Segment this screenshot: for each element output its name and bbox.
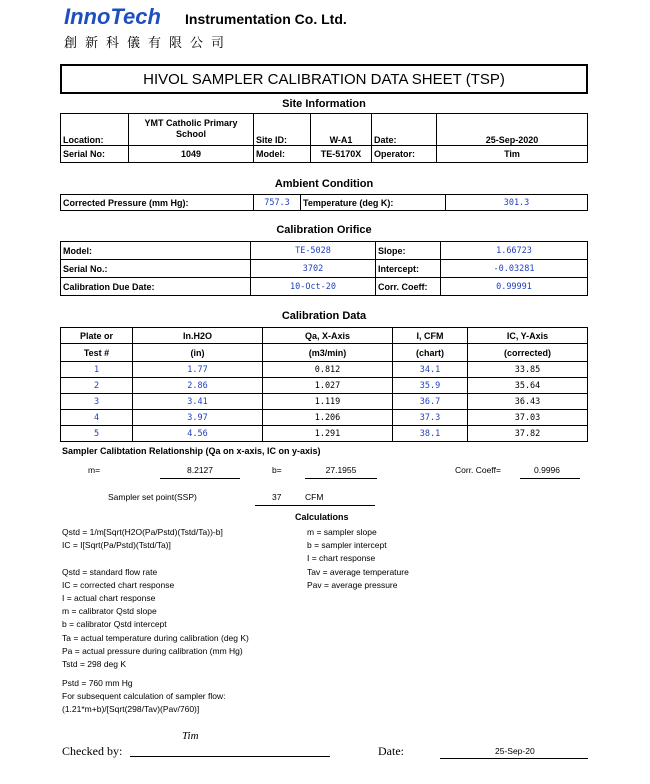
calibration-rows [61,362,588,442]
table-cell: 35.64 [468,378,588,394]
orifice-table [60,241,588,296]
table-row [61,426,588,442]
table-cell: 34.1 [393,362,468,378]
calc-line: b = sampler intercept [307,540,387,551]
table-cell: 1.291 [263,426,393,442]
serial-value: 1049 [129,145,254,162]
table-cell: 0.812 [263,362,393,378]
table-cell: 2 [61,378,133,394]
table-cell: 35.9 [393,378,468,394]
m-value: 8.2127 [187,465,213,475]
site-info-table [60,113,588,163]
orifice-model-label: Model: [61,242,251,260]
orifice-serial-value: 3702 [251,260,376,278]
col-subheader: (corrected) [468,344,588,362]
ssp-value: 37 [272,492,282,502]
corr-coeff-label: Corr. Coeff= [455,465,501,475]
col-header: I, CFM [393,328,468,344]
table-cell: 3.41 [133,394,263,410]
calculations-heading: Calculations [295,512,349,522]
calibration-data-table [60,327,588,442]
table-cell: 1.77 [133,362,263,378]
table-row [61,410,588,426]
table-cell: 2.86 [133,378,263,394]
temperature-value: 301.3 [446,195,588,211]
table-cell: 4.56 [133,426,263,442]
calc-line: Tstd = 298 deg K [62,659,127,670]
intercept-label: Intercept: [376,260,441,278]
pressure-value: 757.3 [254,195,301,211]
b-value: 27.1955 [325,465,357,475]
calc-line: IC = I[Sqrt(Pa/Pstd)(Tstd/Ta)] [62,540,171,551]
table-cell: 1.206 [263,410,393,426]
table-cell: 37.82 [468,426,588,442]
site-info-heading: Site Information [282,98,366,110]
temperature-label: Temperature (deg K): [301,195,446,211]
table-cell: 5 [61,426,133,442]
intercept-value: -0.03281 [441,260,588,278]
site-id-value: W-A1 [311,114,372,146]
checked-by-label: Checked by: [62,744,123,758]
calc-line: For subsequent calculation of sampler flow: [62,691,226,702]
model-label: Model: [254,145,311,162]
b-underline [305,478,377,479]
m-underline [160,478,240,479]
signature-line [130,756,330,757]
calc-line: Tav = average temperature [307,566,409,577]
col-subheader: (in) [133,344,263,362]
footer-date-value: 25-Sep-20 [495,746,535,756]
table-cell: 33.85 [468,362,588,378]
sheet-title: HIVOL SAMPLER CALIBRATION DATA SHEET (TSP) [60,64,588,94]
table-row [61,394,588,410]
col-subheader: (m3/min) [263,344,393,362]
serial-label: Serial No: [61,145,129,162]
coeff-label: Corr. Coeff: [376,278,441,296]
model-value: TE-5170X [311,145,372,162]
col-header: IC, Y-Axis [468,328,588,344]
b-label: b= [272,465,282,475]
calc-line: Qstd = standard flow rate [62,566,158,577]
table-cell: 37.03 [468,410,588,426]
ambient-heading: Ambient Condition [274,178,374,190]
table-cell: 38.1 [393,426,468,442]
company-name: Instrumentation Co. Ltd. [185,11,347,27]
calc-line: Ta = actual temperature during calibration (deg K) [62,632,249,643]
pressure-label: Corrected Pressure (mm Hg): [61,195,254,211]
ssp-underline [255,505,375,506]
calc-sampler-definitions [307,526,409,592]
calc-line: (1.21*m+b)/[Sqrt(298/Tav)(Pav/760)] [62,704,200,715]
footer-date-line [440,758,588,759]
calc-line: IC = corrected chart response [62,579,175,590]
company-name-chinese: 創新科儀有限公司 [64,35,233,50]
calibration-data-heading: Calibration Data [281,310,367,322]
corr-underline [520,478,580,479]
ssp-unit: CFM [305,492,324,502]
table-cell: 36.7 [393,394,468,410]
calc-standard-conditions [62,677,225,717]
coeff-value: 0.99991 [441,278,588,296]
m-label: m= [88,465,101,475]
calc-line: I = actual chart response [62,593,156,603]
corr-coeff-value: 0.9996 [534,465,560,475]
table-cell: 4 [61,410,133,426]
location-label: Location: [61,114,129,146]
orifice-model-value: TE-5028 [251,242,376,260]
calc-line [62,552,249,565]
calc-line: m = calibrator Qstd slope [62,606,157,617]
table-cell: 37.3 [393,410,468,426]
calc-line: b = calibrator Qstd intercept [62,619,167,630]
calc-line: Pav = average pressure [307,579,398,590]
calc-definitions [62,526,249,671]
col-subheader: Test # [61,344,133,362]
table-row [61,378,588,394]
table-cell: 3.97 [133,410,263,426]
col-subheader: (chart) [393,344,468,362]
due-date-label: Calibration Due Date: [61,278,251,296]
col-header: Qa, X-Axis [263,328,393,344]
calc-line: I = chart response [307,553,376,564]
col-header: Plate or [61,328,133,344]
table-cell: 1.027 [263,378,393,394]
relationship-heading: Sampler Calibtation Relationship (Qa on x-axis, IC on y-axis) [62,446,321,456]
calc-line: Pa = actual pressure during calibration (mm Hg) [62,645,243,656]
footer-date-label: Date: [378,744,404,758]
table-cell: 1 [61,362,133,378]
calc-line: Pstd = 760 mm Hg [62,678,133,688]
calc-line: m = sampler slope [307,527,377,537]
slope-label: Slope: [376,242,441,260]
due-date-value: 10-Oct-20 [251,278,376,296]
site-id-label: Site ID: [254,114,311,146]
ssp-label: Sampler set point(SSP) [108,492,197,502]
checker-signature: Tim [182,730,199,742]
slope-value: 1.66723 [441,242,588,260]
operator-value: Tim [437,145,588,162]
table-cell: 1.119 [263,394,393,410]
company-logo: InnoTech [64,4,161,29]
col-header: In.H2O [133,328,263,344]
date-label: Date: [372,114,437,146]
table-row [61,362,588,378]
location-value: YMT Catholic Primary School [129,114,254,146]
calc-line: Qstd = 1/m[Sqrt(H2O(Pa/Pstd)(Tstd/Ta))-b] [62,527,223,537]
ambient-table [60,194,588,211]
date-value: 25-Sep-2020 [437,114,588,146]
operator-label: Operator: [372,145,437,162]
table-cell: 3 [61,394,133,410]
orifice-serial-label: Serial No.: [61,260,251,278]
table-cell: 36.43 [468,394,588,410]
orifice-heading: Calibration Orifice [276,224,372,236]
